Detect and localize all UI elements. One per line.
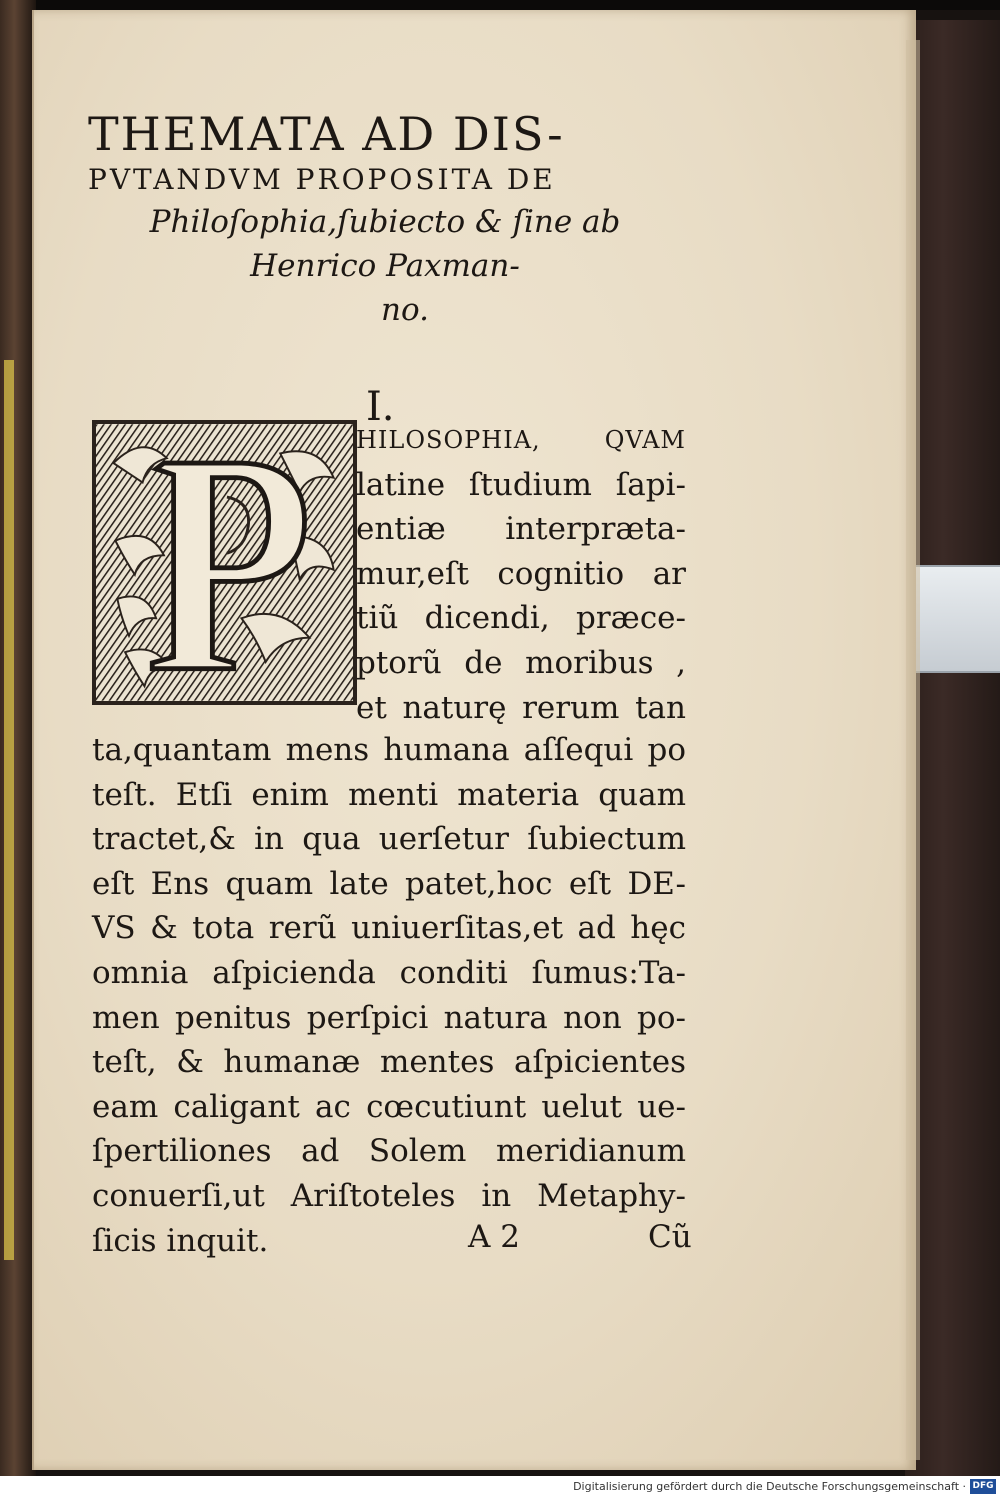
funding-credit: Digitalisierung gefördert durch die Deutsche Forschungsgemeinschaft · <box>573 1480 966 1493</box>
body-line: eſt Ens quam late patet,hoc eſt DE- <box>92 865 686 902</box>
drop-line: entiæ interpræta- <box>356 511 686 548</box>
signature-mark: A 2 <box>468 1219 520 1255</box>
title-line-3: Philoſophia,ſubiecto & ſine ab <box>149 204 621 240</box>
drop-line: latine ſtudium ſapi- <box>356 466 686 503</box>
drop-line: ptorũ de moribus , <box>356 644 686 681</box>
body-line: ta,quantam mens humana aſſequi po <box>92 732 686 768</box>
title-line-4: Henrico Paxman- <box>250 248 520 284</box>
woodcut-initial-icon <box>96 424 353 701</box>
dfg-logo-icon: DFG <box>970 1479 996 1494</box>
body-line: teſt. Etſi enim menti materia quam <box>92 776 686 813</box>
title-line-5: no. <box>381 292 429 328</box>
body-line: VS & tota rerũ uniuerſitas,et ad hęc <box>92 910 686 947</box>
drop-line: HILOSOPHIA, QVAM <box>356 426 686 454</box>
footer-bar <box>0 1476 1000 1500</box>
book-spine-edge <box>0 0 36 1476</box>
body-line: men penitus perſpici natura non po- <box>92 999 686 1036</box>
decorated-initial <box>92 420 357 705</box>
drop-line: tiũ dicendi, præce- <box>356 600 686 637</box>
body-line: tractet,& in qua uerſetur ſubiectum <box>92 821 686 858</box>
body-line: eam caligant ac cœcutiunt uelut ue- <box>92 1088 686 1125</box>
drop-line: et naturę rerum tan <box>356 689 686 726</box>
section-numeral: I. <box>366 384 395 430</box>
body-line: ſicis inquit. <box>92 1222 269 1259</box>
title-line-2: PVTANDVM PROPOSITA DE <box>88 163 556 196</box>
drop-cap-column <box>356 418 686 730</box>
body-line: omnia aſpicienda conditi ſumus:Ta- <box>92 954 686 991</box>
catchword: Cũ <box>648 1219 692 1255</box>
drop-line: mur,eſt cognitio ar <box>356 555 686 592</box>
title-line-1: THEMATA AD DIS- <box>88 107 565 161</box>
spine-highlight <box>4 360 14 1260</box>
scan-top-border <box>0 0 1000 10</box>
page-edge-shadow <box>906 40 920 1460</box>
body-line: conuerſi,ut Ariſtoteles in Metaphy- <box>92 1177 686 1214</box>
body-line: teſt, & humanæ mentes aſpicientes <box>92 1044 686 1081</box>
body-text <box>92 728 686 1263</box>
page-title <box>80 108 690 332</box>
body-line: ſpertiliones ad Solem meridianum <box>92 1133 686 1170</box>
